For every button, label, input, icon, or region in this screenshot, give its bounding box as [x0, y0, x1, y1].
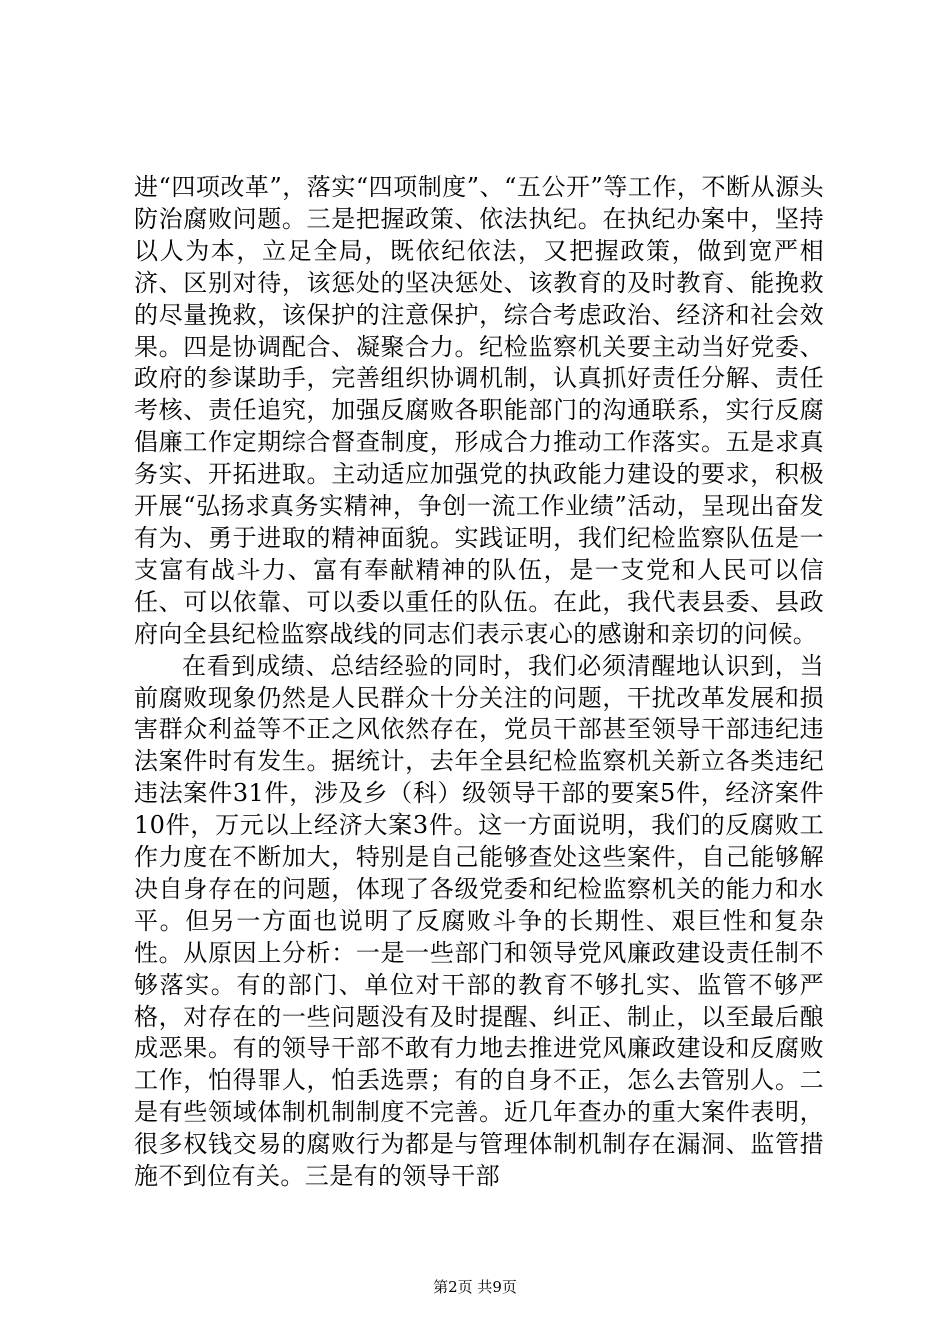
page-footer: 第2页 共9页 — [433, 1278, 517, 1296]
body-text — [134, 172, 824, 1193]
paragraph-continued: 进“四项改革”，落实“四项制度”、“五公开”等工作，不断从源头防治腐败问题。三是把握政策、依法执纪。在执纪办案中，坚持以人为本，立足全局，既依纪依法，又把握政策，做到宽严相济、区别对待，该惩处的坚决惩处、该教育的及时教育、能挽救的尽量挽救，该保护的注意保护，综合考虑政治、经济和社会效果。四是协调配合、凝聚合力。纪检监察机关要主动当好党委、政府的参谋助手，完善组织协调机制，认真抓好责任分解、责任考核、责任追究，加强反腐败各职能部门的沟通联系，实行反腐倡廉工作定期综合督查制度，形成合力推动工作落实。五是求真务实、开拓进取。主动适应加强党的执政能力建设的要求，积极开展“弘扬求真务实精神，争创一流工作业绩”活动，呈现出奋发有为、勇于进取的精神面貌。实践证明，我们纪检监察队伍是一支富有战斗力、富有奉献精神的队伍，是一支党和人民可以信任、可以依靠、可以委以重任的队伍。在此，我代表县委、县政府向全县纪检监察战线的同志们表示衷心的感谢和亲切的问候。 — [134, 173, 824, 648]
paragraph: 在看到成绩、总结经验的同时，我们必须清醒地认识到，当前腐败现象仍然是人民群众十分关注的问题，干扰改革发展和损害群众利益等不正之风依然存在，党员干部甚至领导干部违纪违法案件时有发生。据统计，去年全县纪检监察机关新立各类违纪违法案件31件，涉及乡（科）级领导干部的要案5件，经济案件10件，万元以上经济大案3件。这一方面说明，我们的反腐败工作力度在不断加大，特别是自己能够查处这些案件，自己能够解决自身存在的问题，体现了各级党委和纪检监察机关的能力和水平。但另一方面也说明了反腐败斗争的长期性、艰巨性和复杂性。从原因上分析：一是一些部门和领导党风廉政建设责任制不够落实。有的部门、单位对干部的教育不够扎实、监管不够严格，对存在的一些问题没有及时提醒、纠正、制止，以至最后酿成恶果。有的领导干部不敢有力地去推进党风廉政建设和反腐败工作，怕得罪人，怕丢选票；有的自身不正，怎么去管别人。二是有些领域体制机制制度不完善。近几年查办的重大案件表明，很多权钱交易的腐败行为都是与管理体制机制存在漏洞、监管措施不到位有关。三是有的领导干部 — [134, 651, 824, 1191]
